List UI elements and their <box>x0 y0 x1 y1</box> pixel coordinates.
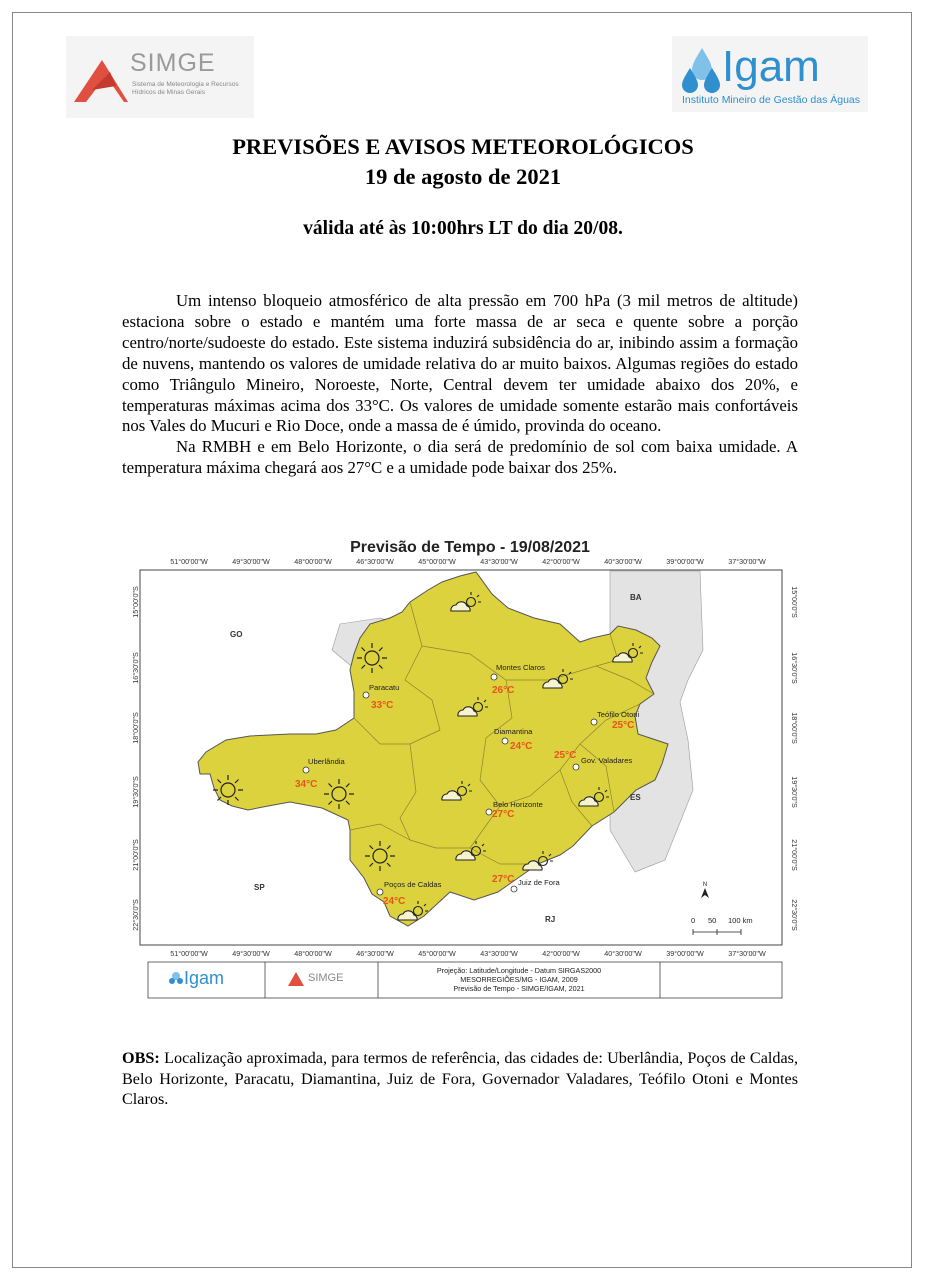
lat-label-right: 16°30'0"S <box>790 652 799 684</box>
city-temp: 27°C <box>492 809 515 820</box>
city-marker-juiz-de-fora <box>511 886 517 892</box>
lon-label-top: 46°30'00"W <box>356 557 394 566</box>
lon-label-top: 48°00'00"W <box>294 557 332 566</box>
city-marker-paracatu <box>363 692 369 698</box>
state-label-rj: RJ <box>545 915 556 924</box>
city-temp: 25°C <box>612 720 635 731</box>
igam-logo <box>672 36 868 112</box>
lon-label-top: 39°00'00"W <box>666 557 704 566</box>
north-label: N <box>702 882 708 888</box>
lon-label-top: 43°30'00"W <box>480 557 518 566</box>
footer-line: Previsão de Tempo - SIMGE/IGAM, 2021 <box>453 984 585 993</box>
lon-label-bottom: 42°00'00"W <box>542 949 580 958</box>
city-name: Gov. Valadares <box>581 756 633 765</box>
state-label-es: ES <box>630 793 641 802</box>
footer-line: Projeção: Latitude/Longitude - Datum SIRGAS2000 <box>436 966 602 975</box>
lon-label-bottom: 48°00'00"W <box>294 949 332 958</box>
city-temp: 25°C <box>554 750 577 761</box>
lat-label-left: 18°00'0"S <box>131 712 140 744</box>
lon-label-top: 45°00'00"W <box>418 557 456 566</box>
lat-label-right: 21°00'0"S <box>790 839 799 871</box>
city-marker-diamantina <box>502 738 508 744</box>
scale-label: 50 <box>708 916 717 925</box>
observation-label: OBS: <box>122 1049 160 1067</box>
city-temp: 24°C <box>383 896 406 907</box>
state-label-ba: BA <box>630 593 642 602</box>
lon-label-bottom: 39°00'00"W <box>666 949 704 958</box>
observation-text: Localização aproximada, para termos de referência, das cidades de: Uberlândia, Poços de Caldas, Belo Horizonte, Paracatu, Diamantina, Juiz de Fora, Governador Valadares, Teófilo Otoni e Montes Claros. <box>122 1049 798 1108</box>
map-title: Previsão de Tempo - 19/08/2021 <box>350 539 590 556</box>
scale-label: 0 <box>691 916 696 925</box>
igam-drops-icon <box>676 44 726 100</box>
simge-logo <box>66 36 254 118</box>
document-date: 19 de agosto de 2021 <box>364 164 562 189</box>
lon-label-top: 49°30'00"W <box>232 557 270 566</box>
forecast-map-svg <box>131 530 806 1000</box>
lat-label-right: 19°30'0"S <box>790 776 799 808</box>
city-temp: 26°C <box>492 685 515 696</box>
lon-label-bottom: 45°00'00"W <box>418 949 456 958</box>
igam-logo-text: Igam <box>722 42 820 91</box>
forecast-paragraph-1: Um intenso bloqueio atmosférico de alta pressão em 700 hPa (3 mil metros de altitude) estaciona sobre o estado e mantém uma forte massa de ar seca e quente sobre a porção centro/norte/sudoeste do estado. Este sistema induzirá subsidência do ar, inibindo assim a formação de nuvens, mantendo os valores de umidade relativa do ar muito baixos. Algumas regiões do estado como Triângulo Mineiro, Noroeste, Norte, Central devem ter umidade abaixo dos 20%, e temperaturas máximas acima dos 33°C. Os valores de umidade somente estarão mais confortáveis nos Vales do Mucuri e Rio Doce, onde a massa de é úmido, provinda do oceano. <box>122 291 798 436</box>
lon-label-bottom: 46°30'00"W <box>356 949 394 958</box>
simge-mountain-icon <box>66 36 136 118</box>
lon-label-bottom: 51°00'00"W <box>170 949 208 958</box>
footer-simge-logo <box>288 972 343 986</box>
city-name: Poços de Caldas <box>384 880 442 889</box>
lon-label-bottom: 37°30'00"W <box>728 949 766 958</box>
city-name: Belo Horizonte <box>493 800 543 809</box>
lon-label-top: 40°30'00"W <box>604 557 642 566</box>
lat-label-right: 22°30'0"S <box>790 899 799 931</box>
city-name: Teófilo Otoni <box>597 710 640 719</box>
lat-label-left: 19°30'0"S <box>131 776 140 808</box>
footer-simge-text: SIMGE <box>308 972 344 984</box>
lon-label-top: 37°30'00"W <box>728 557 766 566</box>
city-name: Juiz de Fora <box>518 878 560 887</box>
lon-label-bottom: 49°30'00"W <box>232 949 270 958</box>
latitude-labels-right <box>790 586 799 931</box>
simge-logo-text: SIMGE <box>130 49 216 77</box>
city-name: Montes Claros <box>496 663 545 672</box>
scale-label: 100 km <box>728 916 753 925</box>
simge-logo-subtitle: Sistema de Meteorologia e Recursos Hídricos de Minas Gerais <box>132 81 239 96</box>
lon-label-top: 42°00'00"W <box>542 557 580 566</box>
forecast-paragraph-2: Na RMBH e em Belo Horizonte, o dia será de predomínio de sol com baixa umidade. A temperatura máxima chegará aos 27°C e a umidade pode baixar dos 25%. <box>122 437 798 478</box>
lon-label-bottom: 43°30'00"W <box>480 949 518 958</box>
validity-note: válida até às 10:00hrs LT do dia 20/08. <box>303 218 623 239</box>
lon-label-bottom: 40°30'00"W <box>604 949 642 958</box>
observation-note <box>122 1048 798 1110</box>
state-label-go: GO <box>230 630 243 639</box>
igam-logo-subtitle: Instituto Mineiro de Gestão das Águas <box>682 94 861 106</box>
forecast-map <box>131 530 806 1000</box>
lat-label-left: 16°30'0"S <box>131 652 140 684</box>
document-title: PREVISÕES E AVISOS METEOROLÓGICOS <box>232 134 694 159</box>
city-temp: 27°C <box>492 874 515 885</box>
city-marker-gov-valadares <box>573 764 579 770</box>
city-name: Paracatu <box>369 683 400 692</box>
longitude-labels-bottom <box>170 949 766 958</box>
lat-label-left: 15°00'0"S <box>131 586 140 618</box>
city-marker-teofilo-otoni <box>591 719 597 725</box>
city-marker-montes-claros <box>491 674 497 680</box>
lat-label-left: 21°00'0"S <box>131 839 140 871</box>
city-name: Uberlândia <box>308 757 345 766</box>
city-temp: 33°C <box>371 700 394 711</box>
lat-label-left: 22°30'0"S <box>131 899 140 931</box>
lon-label-top: 51°00'00"W <box>170 557 208 566</box>
city-name: Diamantina <box>494 727 533 736</box>
state-label-sp: SP <box>254 883 265 892</box>
lat-label-right: 18°00'0"S <box>790 712 799 744</box>
footer-line: MESORREGIÕES/MG - IGAM, 2009 <box>460 975 578 984</box>
forecast-text <box>122 291 798 479</box>
city-temp: 24°C <box>510 741 533 752</box>
city-marker-uberlandia <box>303 767 309 773</box>
lat-label-right: 15°00'0"S <box>790 586 799 618</box>
footer-igam-text: Igam <box>184 968 225 988</box>
footer-credits <box>437 966 601 993</box>
longitude-labels-top <box>170 557 766 566</box>
city-temp: 34°C <box>295 779 318 790</box>
city-marker-pocos-de-caldas <box>377 889 383 895</box>
